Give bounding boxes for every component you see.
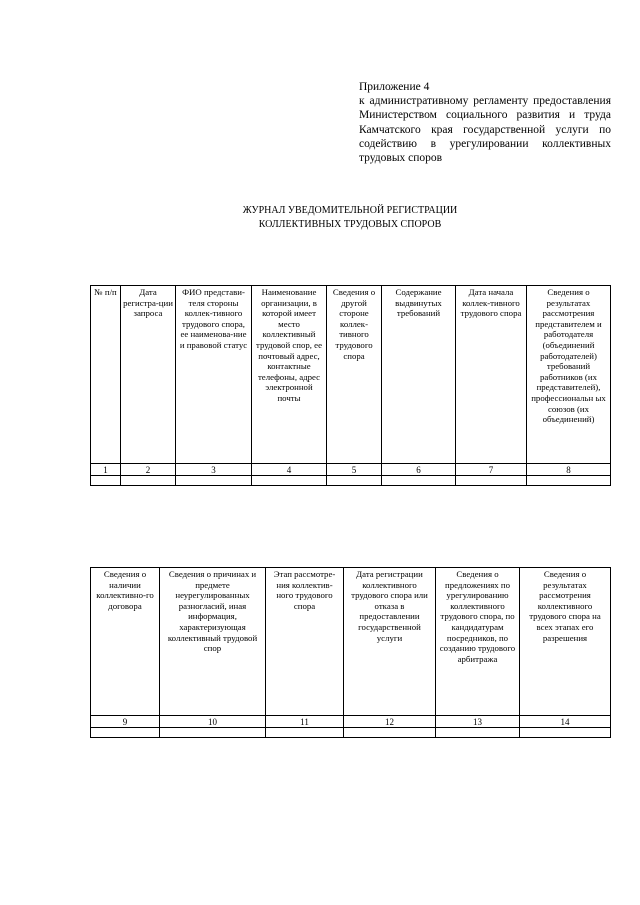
column-number: 2 xyxy=(121,464,176,476)
table-cell xyxy=(520,728,611,738)
registration-table-part-1 xyxy=(90,285,611,486)
table-cell xyxy=(327,476,382,486)
column-header: Содержание выдвинутых требований xyxy=(382,286,456,464)
table-cell xyxy=(121,476,176,486)
journal-title-line-2: КОЛЛЕКТИВНЫХ ТРУДОВЫХ СПОРОВ xyxy=(258,219,442,230)
column-number: 11 xyxy=(266,716,344,728)
column-header: Сведения о результатах рассмотрения коллективного трудового спора на всех этапах его разрешения xyxy=(520,568,611,716)
table-cell xyxy=(176,476,252,486)
table-cell xyxy=(382,476,456,486)
column-number: 7 xyxy=(456,464,527,476)
column-number: 12 xyxy=(344,716,436,728)
journal-title-line-1: ЖУРНАЛ УВЕДОМИТЕЛЬНОЙ РЕГИСТРАЦИИ xyxy=(242,205,458,216)
table-cell xyxy=(436,728,520,738)
appendix-title: Приложение 4 xyxy=(359,81,430,93)
table-cell xyxy=(252,476,327,486)
column-header: Сведения о другой стороне коллек-тивного трудового спора xyxy=(327,286,382,464)
column-number: 1 xyxy=(91,464,121,476)
column-header: Этап рассмотре-ния коллектив-ного трудового спора xyxy=(266,568,344,716)
table-empty-row xyxy=(91,728,611,738)
column-header: № п/п xyxy=(91,286,121,464)
appendix-block xyxy=(359,80,611,165)
table-header-row xyxy=(91,568,611,716)
table-cell xyxy=(344,728,436,738)
column-number: 8 xyxy=(527,464,611,476)
column-number: 5 xyxy=(327,464,382,476)
table-empty-row xyxy=(91,476,611,486)
table-cell xyxy=(456,476,527,486)
column-number-row xyxy=(91,716,611,728)
column-number: 6 xyxy=(382,464,456,476)
column-header: Дата начала коллек-тивного трудового спора xyxy=(456,286,527,464)
table-cell xyxy=(266,728,344,738)
column-header: ФИО представи-теля стороны коллек-тивного трудового спора, ее наименова-ние и правовой статус xyxy=(176,286,252,464)
column-number: 4 xyxy=(252,464,327,476)
table-cell xyxy=(160,728,266,738)
registration-table-part-2 xyxy=(90,567,611,738)
column-number-row xyxy=(91,464,611,476)
table-cell xyxy=(91,476,121,486)
column-header: Сведения о результатах рассмотрения представителем и работодателя (объединений работодателей) требований работников (их представителей), профессиональн ых союзов (их объединений) xyxy=(527,286,611,464)
column-number: 14 xyxy=(520,716,611,728)
appendix-text: к административному регламенту предоставления Министерством социального развития и труда Камчатского края государственной услуги по содействию в урегулировании коллективных трудовых споров xyxy=(359,95,611,165)
column-header: Сведения о наличии коллективно-го договора xyxy=(91,568,160,716)
column-number: 13 xyxy=(436,716,520,728)
column-header: Сведения о предложениях по урегулированию коллективного трудового спора, по кандидатурам посредников, по созданию трудового арбитража xyxy=(436,568,520,716)
column-number: 10 xyxy=(160,716,266,728)
column-number: 3 xyxy=(176,464,252,476)
column-header: Дата регистрации коллективного трудового спора или отказа в предоставлении государственной услуги xyxy=(344,568,436,716)
table-cell xyxy=(527,476,611,486)
table-cell xyxy=(91,728,160,738)
journal-title xyxy=(180,204,520,232)
column-header: Наименование организации, в которой имеет место коллективный трудовой спор, ее почтовый адрес, контактные телефоны, адрес электронной почты xyxy=(252,286,327,464)
column-header: Дата регистра-ции запроса xyxy=(121,286,176,464)
column-number: 9 xyxy=(91,716,160,728)
table-header-row xyxy=(91,286,611,464)
column-header: Сведения о причинах и предмете неурегулированных разногласий, иная информация, характеризующая коллективный трудовой спор xyxy=(160,568,266,716)
